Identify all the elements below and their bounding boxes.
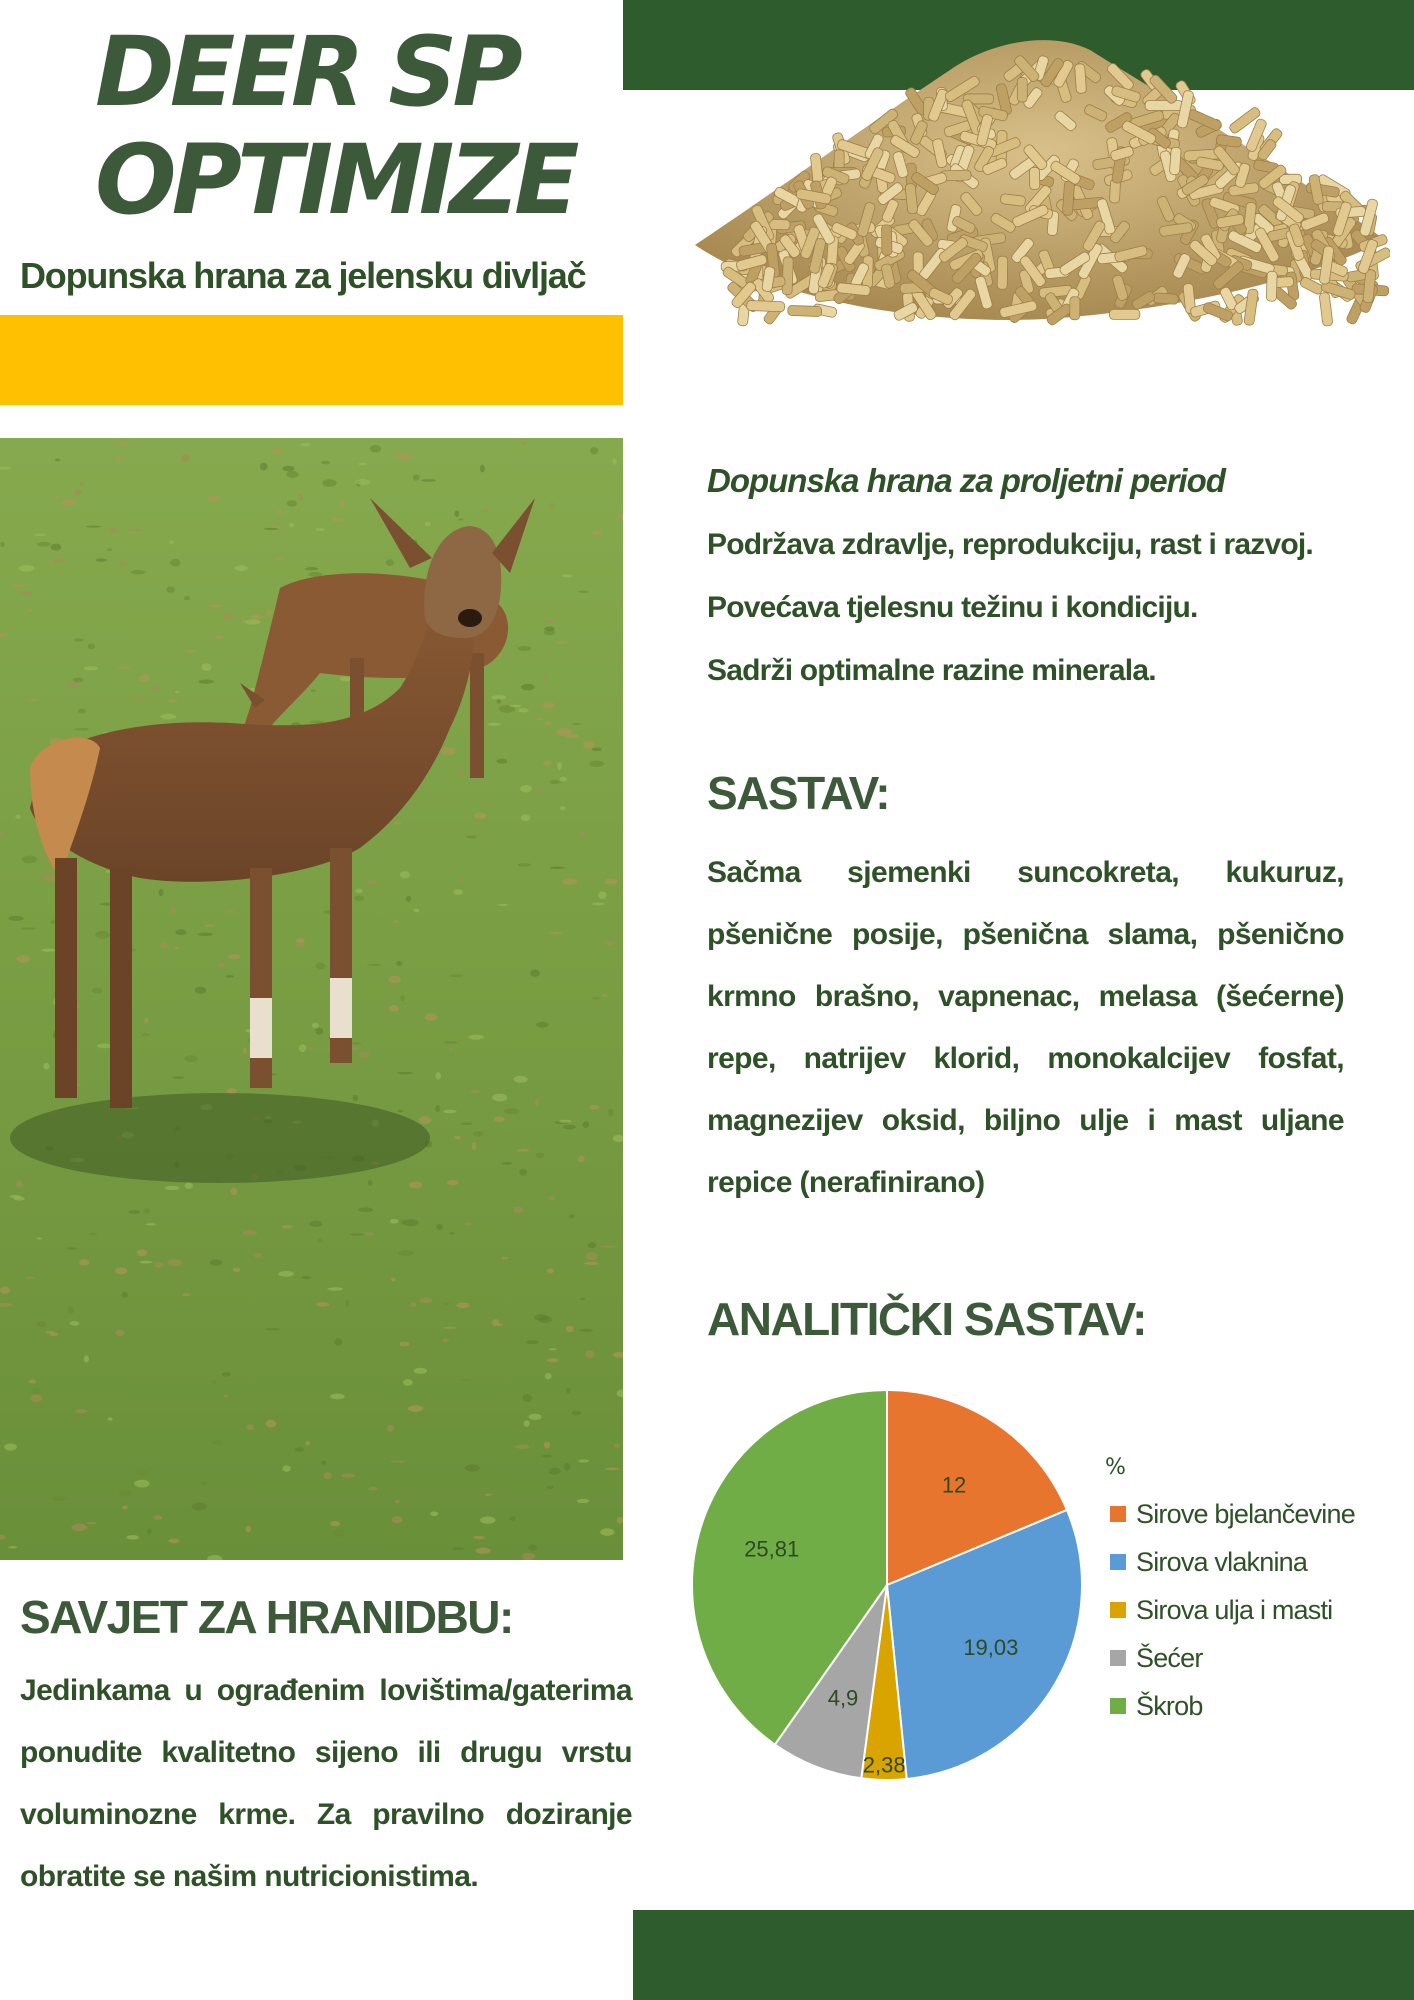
product-title-line-1: DEER SP <box>95 16 518 128</box>
pie-label-2: 19,03 <box>963 1634 1019 1660</box>
legend-swatch <box>1110 1554 1126 1570</box>
product-title <box>95 18 575 234</box>
legend-swatch <box>1110 1650 1126 1666</box>
pie-label-3: 2,38 <box>862 1752 906 1778</box>
benefit-3: Sadrži optimalne razine minerala. <box>707 654 1156 687</box>
legend-label: Škrob <box>1136 1690 1203 1721</box>
bottom-green-band <box>633 1910 1414 2000</box>
legend-item-3 <box>1110 1586 1355 1634</box>
product-title-line-2: OPTIMIZE <box>95 124 575 236</box>
legend-swatch <box>1110 1602 1126 1618</box>
legend-item-1 <box>1110 1490 1355 1538</box>
legend-title: % <box>1105 1455 1126 1480</box>
legend-label: Šećer <box>1136 1642 1203 1673</box>
legend-label: Sirova ulja i masti <box>1136 1594 1333 1625</box>
analytical-heading: ANALITIČKI SASTAV: <box>707 1293 1146 1345</box>
product-subtitle: Dopunska hrana za jelensku divljač <box>20 255 586 296</box>
benefit-2: Povećava tjelesnu težinu i kondiciju. <box>707 591 1198 624</box>
composition-text: Sačma sjemenki suncokreta, kukuruz, pšenične posije, pšenična slama, pšenično krmno brašno, vapnenac, melasa (šećerne) repe, natrijev klorid, monokalcijev fosfat, magnezijev oksid, biljno ulje i mast uljane repice (nerafinirano) <box>707 856 1344 1199</box>
feeding-heading: SAVJET ZA HRANIDBU: <box>20 1591 513 1643</box>
pie-label-1: 12 <box>941 1472 967 1498</box>
legend-swatch <box>1110 1506 1126 1522</box>
composition-heading: SASTAV: <box>707 767 890 819</box>
deer-photo <box>0 438 623 1560</box>
pie-label-5: 25,81 <box>744 1536 800 1562</box>
legend-label: Sirova vlaknina <box>1136 1546 1308 1577</box>
yellow-band <box>0 315 623 405</box>
legend-item-2 <box>1110 1538 1355 1586</box>
feeding-text: Jedinkama u ograđenim lovištima/gaterima ponudite kvalitetno sijeno ili drugu vrstu voluminozne krme. Za pravilno doziranje obratite se našim nutricionistima. <box>20 1674 632 1893</box>
legend-item-4 <box>1110 1634 1355 1682</box>
benefit-1: Podržava zdravlje, reprodukciju, rast i razvoj. <box>707 528 1313 561</box>
legend-swatch <box>1110 1698 1126 1714</box>
spring-heading: Dopunska hrana za proljetni period <box>707 462 1225 499</box>
legend-item-5 <box>1110 1682 1355 1730</box>
pellets-image <box>690 20 1390 340</box>
pie-label-4: 4,9 <box>827 1685 859 1711</box>
pie-legend <box>1110 1490 1355 1730</box>
legend-label: Sirove bjelančevine <box>1136 1498 1355 1529</box>
